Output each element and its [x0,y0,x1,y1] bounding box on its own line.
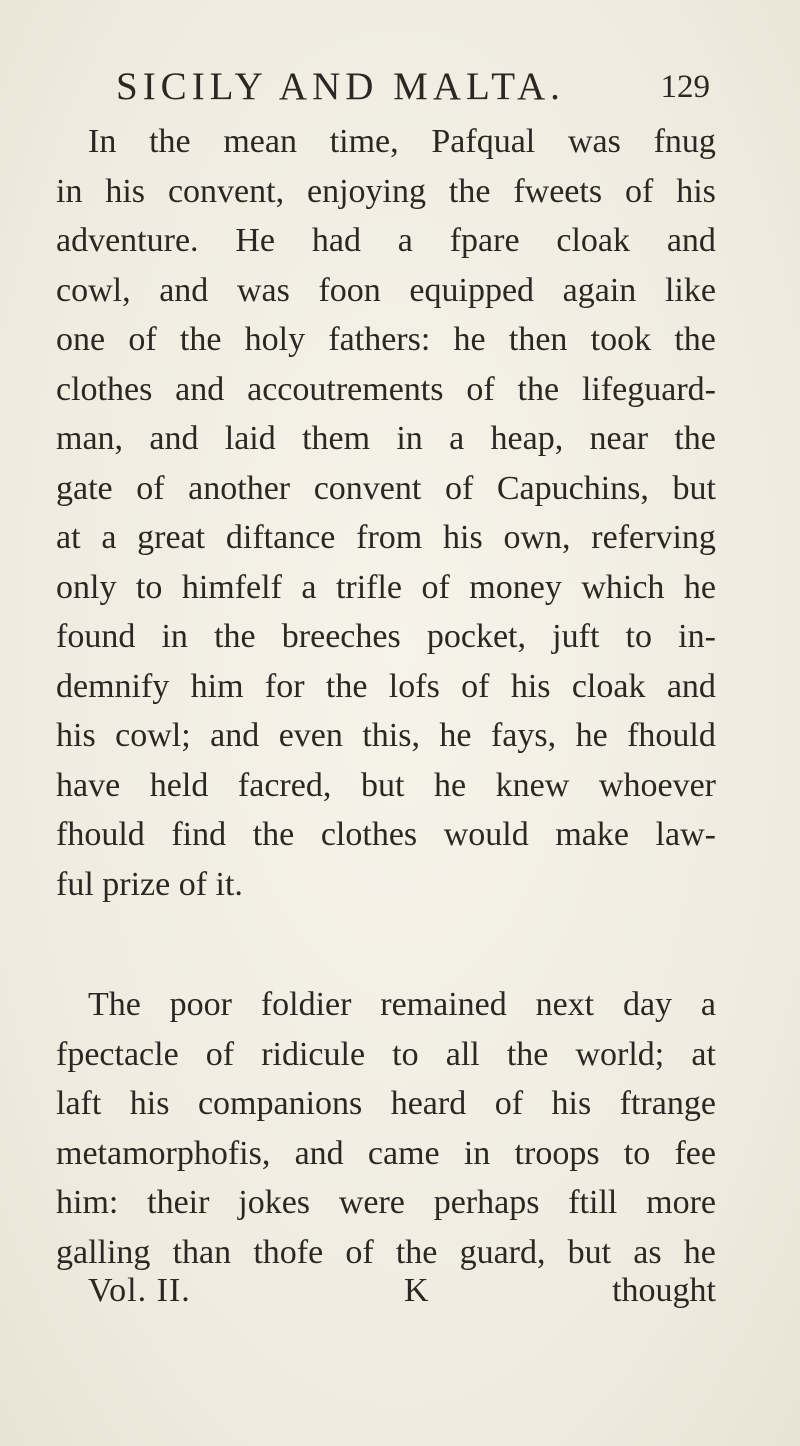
word: at [691,1035,716,1073]
word: troops [514,1134,600,1172]
word: perhaps [433,1184,540,1221]
word: near [589,420,649,457]
word: heap, [490,420,564,457]
word: had [311,222,361,259]
word: of [466,370,495,408]
word: juft [552,618,600,655]
word: convent [313,469,422,507]
word: lofs [388,667,440,705]
word: cowl, [56,271,131,309]
word: knew [495,766,570,804]
body-text [56,117,716,1277]
text-line [56,365,716,415]
page-footer [88,1266,716,1316]
word: the [325,667,368,705]
page-header [116,62,710,112]
text-line [56,1129,716,1179]
word: enjoying [307,172,426,210]
word: companions [197,1085,363,1122]
word: this, [362,717,420,754]
word: but [672,469,716,507]
word: diftance [225,519,336,556]
word: which [581,568,665,606]
word: Capuchins, [496,469,649,507]
word: own, [503,519,571,556]
word: and [666,667,716,705]
word: fpectacle [56,1035,179,1073]
word: him: [56,1184,119,1221]
word: heard [390,1085,467,1122]
word: mean [223,123,297,160]
word: to [135,568,163,606]
word: was [236,271,290,309]
word: galling [56,1233,151,1271]
word: foldier [260,986,352,1023]
word: in [56,172,83,210]
word: to [625,618,652,655]
paragraph-1 [56,117,716,909]
text-line [56,810,716,860]
word: cloak [556,222,630,259]
text-line [56,662,716,712]
word: the [252,816,295,853]
word: he [683,568,716,606]
word: ftrange [619,1085,716,1122]
word: and [210,717,260,754]
text-line [56,761,716,811]
word: guard, [459,1233,546,1271]
word: but [567,1233,612,1271]
word: he [453,321,486,358]
word: of [444,469,474,507]
word: the [517,370,560,408]
word: next [535,986,595,1023]
volume-label: Vol. II. [88,1272,191,1309]
word: him [190,667,244,705]
word: fweets [513,172,603,210]
word: were [338,1184,405,1221]
word: them [302,420,371,457]
word: of [136,469,165,507]
word: adventure. [56,222,199,259]
word: of [421,568,450,606]
word: he [439,717,472,754]
word: make [555,816,629,853]
word: convent, [167,172,285,210]
word: the [506,1035,549,1073]
word: a [301,568,317,606]
word: to [392,1035,419,1073]
word: law- [655,816,716,853]
signature-mark: K [404,1272,429,1309]
word: great [137,519,206,556]
word: fays, [490,717,557,754]
word: but [360,766,405,804]
word: in [161,618,188,655]
text-line [56,980,716,1030]
paragraph-2 [56,980,716,1277]
word: to [623,1134,651,1172]
word: of [494,1085,524,1122]
word: ftill [568,1184,618,1221]
word: as [633,1233,662,1271]
word: would [443,816,529,853]
word: even [278,717,343,754]
word: trifle [335,568,403,606]
word: the [448,172,491,210]
word: fhould [627,717,716,754]
word: all [445,1035,480,1073]
paragraph-gap [56,909,716,980]
word: the [674,420,716,457]
word: his [56,717,96,754]
word: of [128,321,157,358]
word: fnug [653,123,716,160]
word: at [56,519,81,556]
text-line [56,1079,716,1129]
word: their [147,1184,210,1221]
text-line [56,464,716,514]
word: cowl; [115,717,191,754]
word: cloak [571,667,646,705]
word: his [676,172,716,210]
word: laid [224,420,276,457]
word: came [367,1134,440,1172]
text-line [56,1178,716,1228]
word: he [575,717,608,754]
word: fathers: [328,321,431,358]
word: man, [56,420,124,457]
word: foon [318,271,381,309]
text-line [56,612,716,662]
word: find [171,816,227,853]
word: his [129,1085,170,1122]
text-line [56,1030,716,1080]
word: the [674,321,716,358]
word: Pafqual [431,123,536,160]
catchword: thought [612,1272,716,1309]
word: thofe [253,1233,324,1271]
word: accoutrements [247,370,444,408]
word: for [264,667,305,705]
word: poor [169,986,232,1023]
word: money [469,568,562,606]
word: a [700,986,716,1023]
word: a [397,222,413,259]
word: referving [591,519,716,556]
word: fhould [56,816,145,853]
word: The [88,986,141,1023]
word: himfelf [181,568,282,606]
word: his [510,667,551,705]
word: his [105,172,146,210]
word: He [235,222,276,259]
text-line [56,167,716,217]
word: of [205,1035,235,1073]
word: facred, [237,766,332,804]
word: pocket, [426,618,527,655]
text-line [56,563,716,613]
word: jokes [238,1184,311,1221]
text-line [56,513,716,563]
word: from [356,519,423,556]
running-head: SICILY AND MALTA. [116,65,565,108]
page-number: 129 [660,69,710,105]
word: the [149,123,191,160]
word: time, [329,123,399,160]
word: gate [56,469,113,507]
word: lifeguard- [581,370,716,408]
word: held [149,766,209,804]
word: took [590,321,652,358]
word: a [449,420,465,457]
word: and [159,271,209,309]
word: and [666,222,716,259]
text-line [56,315,716,365]
word: was [567,123,621,160]
word: like [664,271,716,309]
word: the [214,618,256,655]
word: remained [380,986,507,1023]
word: breeches [281,618,401,655]
word: laft [56,1085,102,1122]
word: one [56,321,106,358]
word: than [172,1233,232,1271]
word: his [551,1085,592,1122]
word: another [188,469,291,507]
text-line [56,117,716,167]
word: clothes [320,816,418,853]
word: of [345,1233,374,1271]
word: metamorphofis, [56,1134,271,1172]
word: a [101,519,117,556]
word: only [56,568,117,606]
word: of [625,172,654,210]
word: his [443,519,483,556]
word: equipped [409,271,535,309]
word: again [562,271,637,309]
word: holy [244,321,306,358]
word: he [683,1233,716,1271]
word: in- [678,618,716,655]
word: clothes [56,370,153,408]
word: fee [674,1134,716,1172]
text-line [56,414,716,464]
word: the [179,321,222,358]
word: and [294,1134,344,1172]
word: of [461,667,490,705]
word: ridicule [261,1035,366,1073]
word: then [508,321,568,358]
word: day [622,986,673,1023]
word: and [149,420,199,457]
word: whoever [598,766,716,804]
word: found [56,618,136,655]
word: more [646,1184,716,1221]
word: have [56,766,121,804]
text-line: ful prize of it. [56,865,243,903]
word: he [433,766,467,804]
text-line [56,216,716,266]
text-line [56,711,716,761]
word: fpare [449,222,520,259]
word: and [175,370,225,408]
word: in [396,420,423,457]
word: the [395,1233,438,1271]
word: demnify [56,667,170,705]
text-line [56,266,716,316]
word: world; [575,1035,665,1073]
word: In [88,123,117,160]
word: in [463,1134,491,1172]
